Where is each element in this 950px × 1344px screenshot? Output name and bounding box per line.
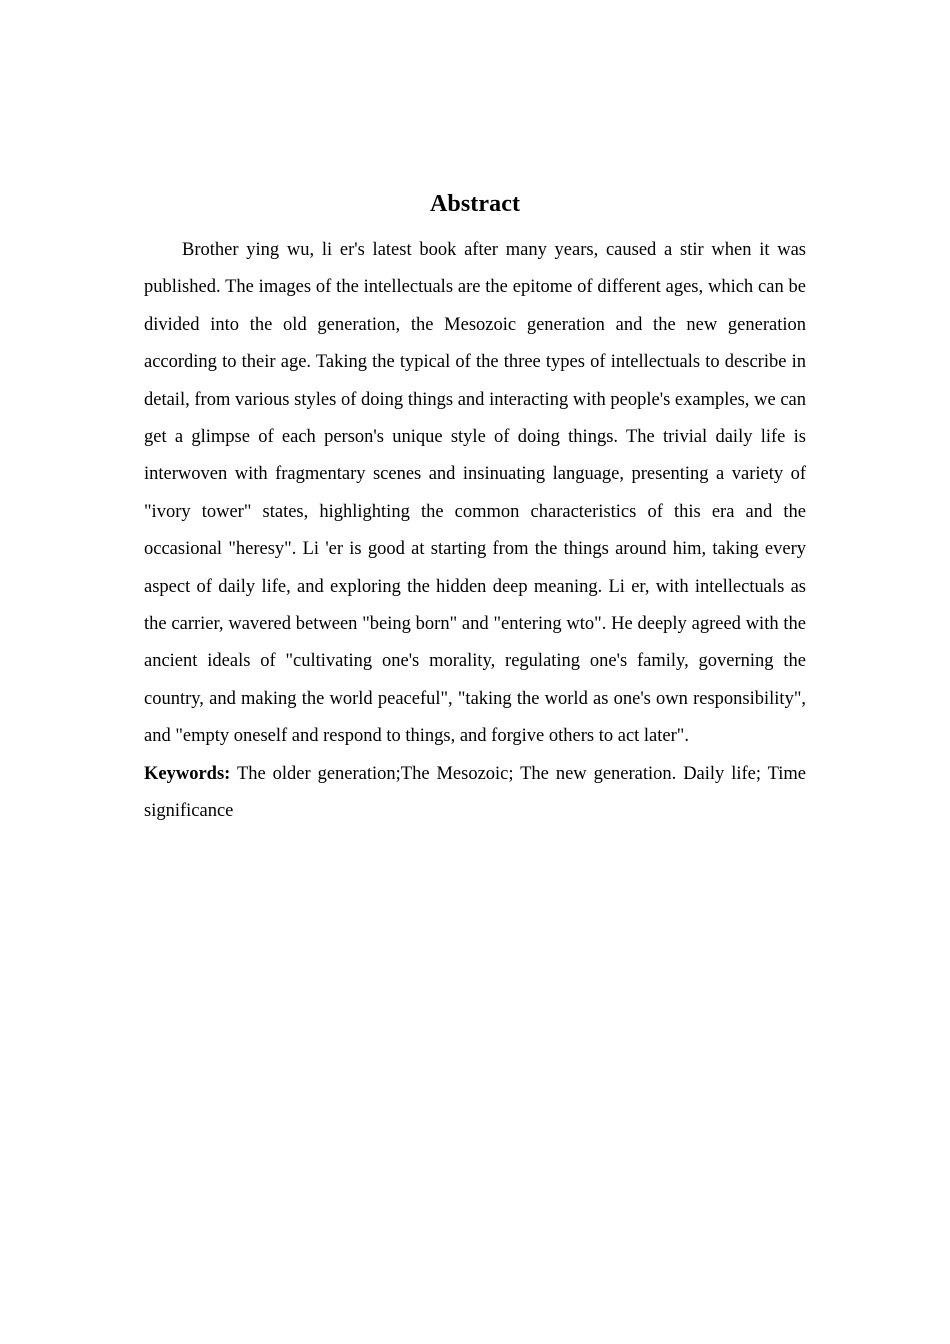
abstract-title: Abstract bbox=[429, 191, 521, 217]
abstract-body: Brother ying wu, li er's latest book after many years, caused a stir when it was published. The images of the intellectuals are the epitome of different ages, which can be divided into the old generation, the Mesozoic generation and the new generation according to their age. Taking the typical of the three types of intellectuals to describe in detail, from various styles of doing things and interacting with people's examples, we can get a glimpse of each person's unique style of doing things. The trivial daily life is interwoven with fragmentary scenes and insinuating language, presenting a variety of "ivory tower" states, highlighting the common characteristics of this era and the occasional "heresy". Li 'er is good at starting from the things around him, taking every aspect of daily life, and exploring the hidden deep meaning. Li er, with intellectuals as the carrier, wavered between "being born" and "entering wto". He deeply agreed with the ancient ideals of "cultivating one's morality, regulating one's family, governing the country, and making the world peaceful", "taking the world as one's own responsibility", and "empty oneself and respond to things, and forgive others to act later". bbox=[144, 240, 806, 747]
keywords-label: Keywords: bbox=[144, 763, 231, 784]
keywords-line bbox=[144, 756, 806, 831]
keywords-text: The older generation;The Mesozoic; The new generation. Daily life; Time significance bbox=[144, 763, 806, 822]
abstract-section bbox=[144, 188, 806, 831]
